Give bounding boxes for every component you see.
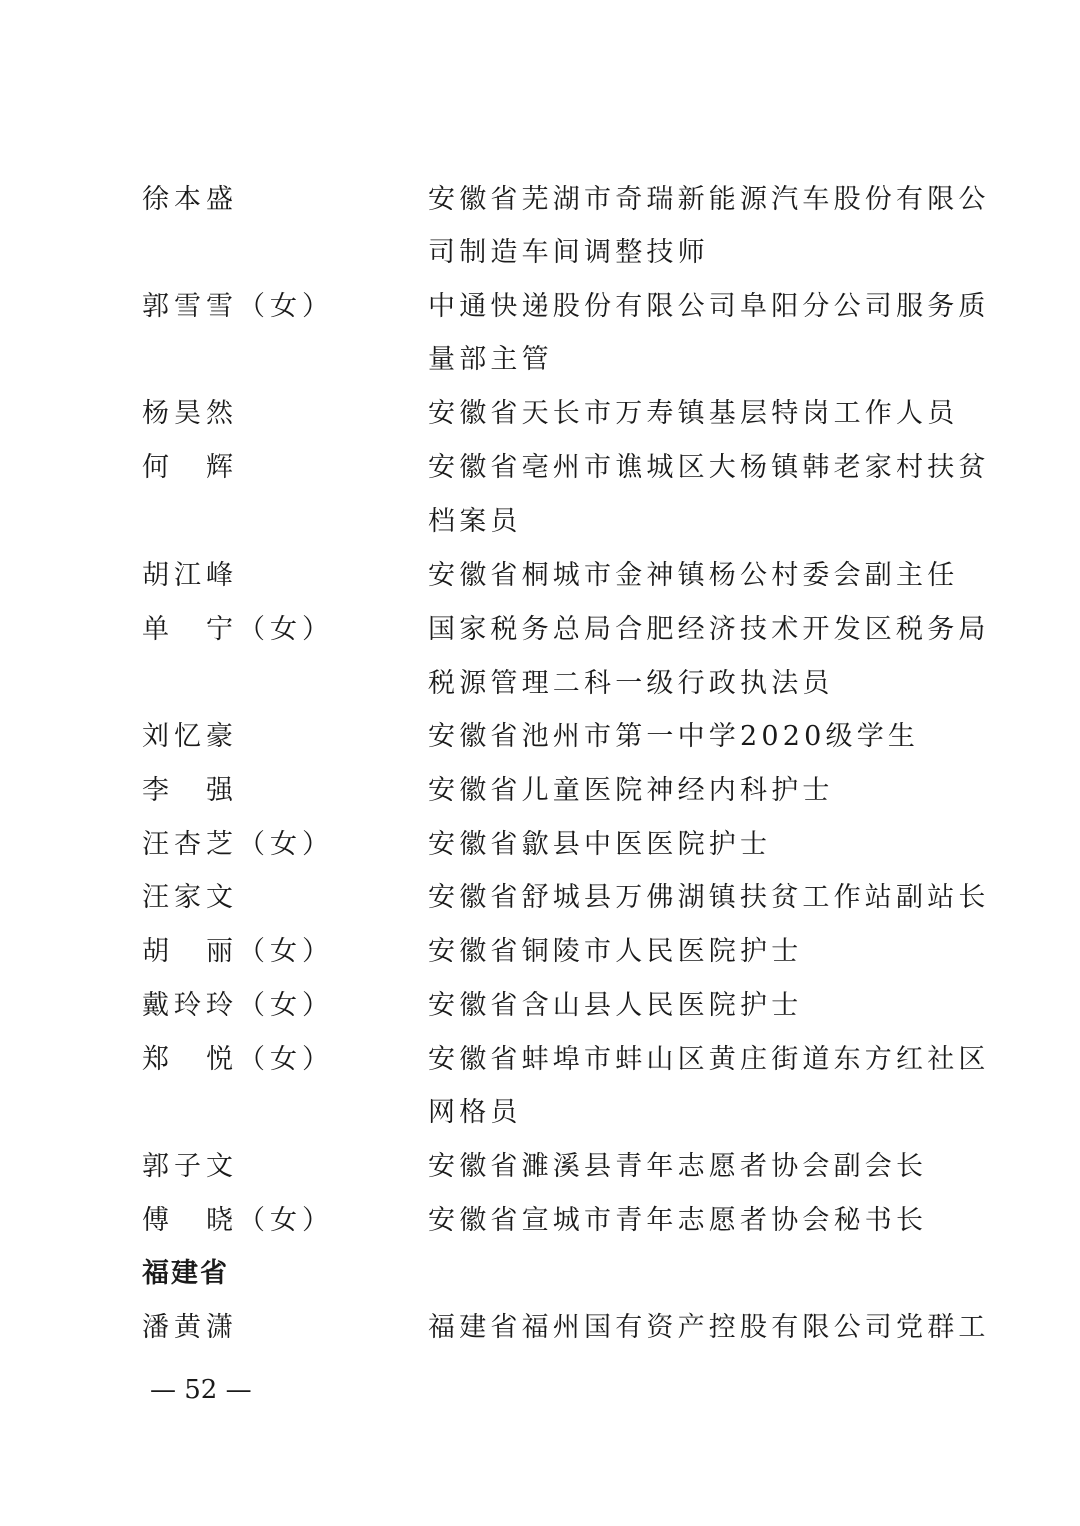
person-description: 安徽省舒城县万佛湖镇扶贫工作站副站长 (428, 882, 990, 913)
person-description: 安徽省桐城市金神镇杨公村委会副主任 (428, 560, 959, 591)
person-name: 徐本盛 (142, 184, 238, 215)
person-name: 单 宁（女） (142, 614, 334, 645)
person-name: 何 辉 (142, 452, 238, 483)
person-description-cont: 税源管理二科一级行政执法员 (428, 668, 834, 699)
person-description: 国家税务总局合肥经济技术开发区税务局 (428, 614, 990, 645)
person-description-cont: 司制造车间调整技师 (428, 237, 709, 268)
section-heading: 福建省 (142, 1258, 229, 1289)
person-description: 安徽省芜湖市奇瑞新能源汽车股份有限公 (428, 184, 990, 215)
person-description: 安徽省濉溪县青年志愿者协会副会长 (428, 1151, 928, 1182)
person-description-cont: 档案员 (428, 506, 522, 537)
person-name: 郭子文 (142, 1151, 238, 1182)
person-description: 安徽省宣城市青年志愿者协会秘书长 (428, 1205, 928, 1236)
person-description: 福建省福州国有资产控股有限公司党群工 (428, 1312, 990, 1343)
person-name: 刘忆豪 (142, 721, 238, 752)
person-description: 安徽省池州市第一中学2020级学生 (428, 721, 920, 752)
person-description: 安徽省蚌埠市蚌山区黄庄街道东方红社区 (428, 1044, 990, 1075)
person-description: 安徽省铜陵市人民医院护士 (428, 936, 803, 967)
person-description: 安徽省天长市万寿镇基层特岗工作人员 (428, 398, 959, 429)
person-description: 安徽省含山县人民医院护士 (428, 990, 803, 1021)
person-name: 戴玲玲（女） (142, 990, 334, 1021)
person-description: 中通快递股份有限公司阜阳分公司服务质 (428, 291, 990, 322)
person-name: 潘黄潇 (142, 1312, 238, 1343)
person-name: 胡江峰 (142, 560, 238, 591)
person-name: 郭雪雪（女） (142, 291, 334, 322)
person-name: 李 强 (142, 775, 238, 806)
person-description: 安徽省亳州市谯城区大杨镇韩老家村扶贫 (428, 452, 990, 483)
person-description-cont: 网格员 (428, 1097, 522, 1128)
person-description-cont: 量部主管 (428, 344, 553, 375)
person-name: 郑 悦（女） (142, 1044, 334, 1075)
person-name: 傅 晓（女） (142, 1205, 334, 1236)
person-description: 安徽省儿童医院神经内科护士 (428, 775, 834, 806)
person-name: 胡 丽（女） (142, 936, 334, 967)
person-name: 汪杏芝（女） (142, 829, 334, 860)
person-name: 杨昊然 (142, 398, 238, 429)
person-name: 汪家文 (142, 882, 238, 913)
page-number: — 52 — (150, 1375, 252, 1405)
person-description: 安徽省歙县中医医院护士 (428, 829, 772, 860)
